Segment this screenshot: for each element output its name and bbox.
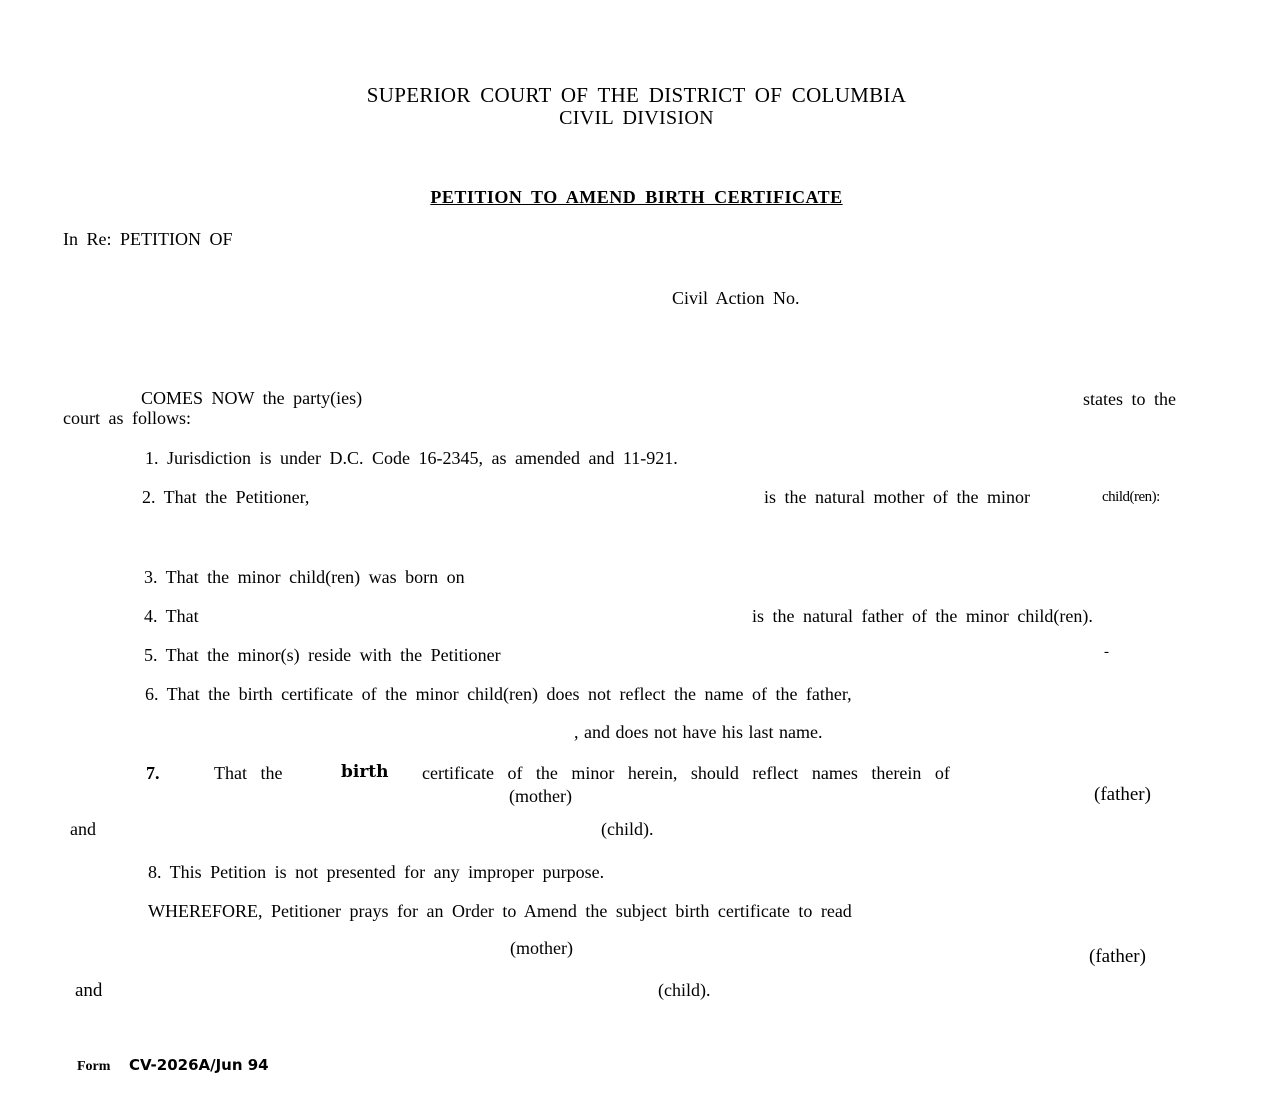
paragraph-2-right: is the natural mother of the minor — [764, 487, 1030, 507]
wherefore-father: (father) — [1089, 946, 1146, 967]
civil-action-label: Civil Action No. — [672, 288, 800, 308]
paragraph-1: 1. Jurisdiction is under D.C. Code 16-2345, as amended and 11-921. — [145, 448, 678, 468]
paragraph-2-end: child(ren): — [1102, 489, 1160, 505]
court-follows-text: court as follows: — [63, 408, 191, 428]
paragraph-8: 8. This Petition is not presented for any improper purpose. — [148, 862, 605, 882]
form-id: CV-2026A/Jun 94 — [129, 1056, 269, 1074]
paragraph-6-continued: , and does not have his last name. — [574, 722, 823, 742]
paragraph-3: 3. That the minor child(ren) was born on — [144, 567, 465, 587]
paragraph-4-left: 4. That — [144, 606, 199, 626]
paragraph-7-and: and — [70, 819, 96, 839]
wherefore-text: WHEREFORE, Petitioner prays for an Order to Amend the subject birth certificate to read — [148, 901, 852, 921]
paragraph-7-father: (father) — [1094, 784, 1151, 805]
states-to-text: states to the — [1083, 389, 1176, 409]
paragraph-7-child: (child). — [601, 819, 654, 839]
form-label: Form — [77, 1059, 111, 1074]
paragraph-4-right: is the natural father of the minor child(ren). — [752, 606, 1093, 626]
paragraph-5: 5. That the minor(s) reside with the Petitioner — [144, 645, 501, 665]
paragraph-6: 6. That the birth certificate of the minor child(ren) does not reflect the name of the father, — [145, 684, 852, 704]
paragraph-7-number: 7. — [146, 763, 160, 783]
paragraph-7-mother: (mother) — [509, 786, 572, 806]
comes-now-text: COMES NOW the party(ies) — [141, 388, 363, 408]
wherefore-mother: (mother) — [510, 938, 573, 958]
in-re-label: In Re: PETITION OF — [63, 229, 233, 249]
paragraph-7-b: certificate of the minor herein, should reflect names therein of — [422, 763, 950, 783]
paragraph-2-left: 2. That the Petitioner, — [142, 487, 310, 507]
paragraph-7-bold: birth — [341, 762, 389, 782]
document-title: PETITION TO AMEND BIRTH CERTIFICATE — [430, 187, 843, 207]
paragraph-5-end: - — [1104, 644, 1109, 660]
court-name: SUPERIOR COURT OF THE DISTRICT OF COLUMBIA — [366, 83, 907, 107]
paragraph-7-a: That the — [214, 763, 283, 783]
wherefore-and: and — [75, 980, 103, 1001]
division-name: CIVIL DIVISION — [559, 107, 714, 129]
wherefore-child: (child). — [658, 980, 711, 1000]
